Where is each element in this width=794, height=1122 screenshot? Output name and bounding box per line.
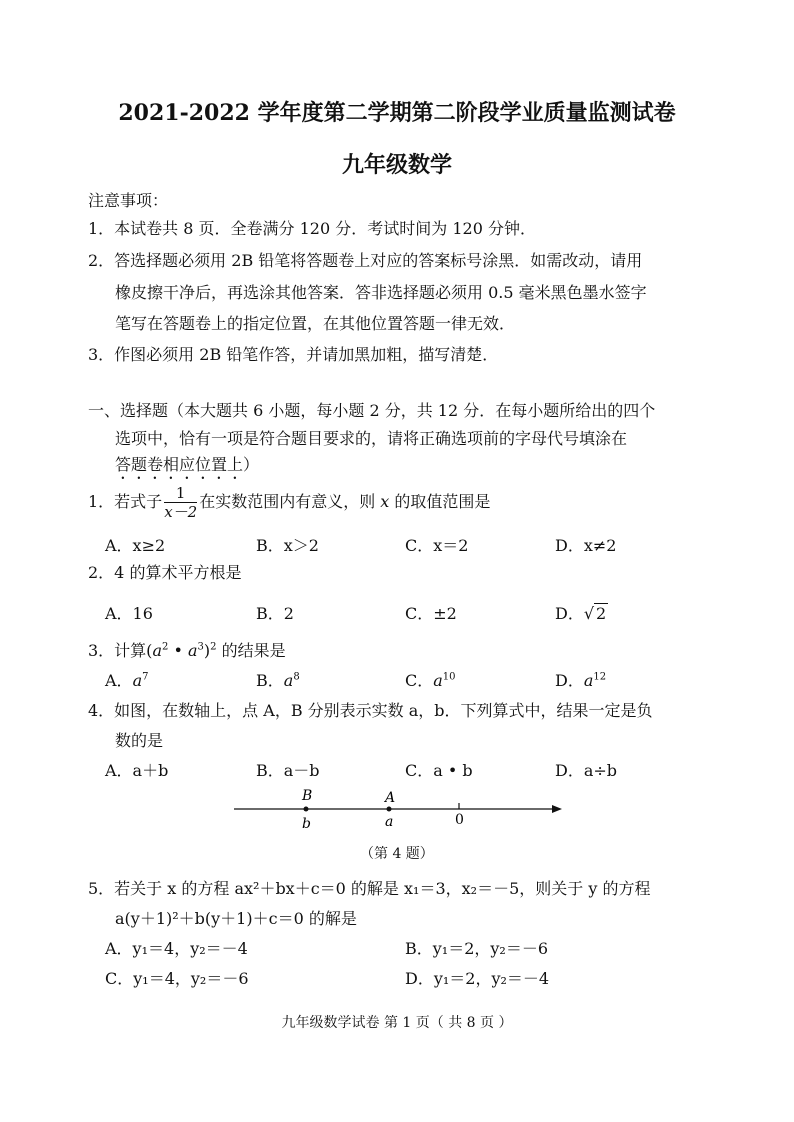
number-line-figure — [230, 785, 570, 835]
exam-title: 2021-2022 学年度第二学期第二阶段学业质量监测试卷 — [118, 100, 676, 126]
option-d[interactable]: D．x≠2 — [555, 536, 617, 555]
option-d[interactable]: D．a÷b — [555, 761, 618, 780]
option-c[interactable]: C．±2 — [405, 604, 457, 623]
question-2: 2．4 的算术平方根是 — [88, 563, 242, 582]
arrow-head-icon — [552, 805, 562, 813]
option-c[interactable]: C．$a^{10}$ — [405, 671, 456, 690]
point-b-marker — [304, 807, 309, 812]
option-a[interactable]: A．$a^7$ — [105, 671, 149, 690]
option-b[interactable]: B．2 — [256, 604, 294, 623]
point-a-marker — [387, 807, 392, 812]
notice-item: 2．答选择题必须用 2B 铅笔将答题卷上对应的答案标号涂黑．如需改动，请用 — [88, 251, 643, 270]
option-b[interactable]: B．x＞2 — [256, 536, 319, 555]
value-b-label: b — [302, 816, 311, 832]
section-instructions: 选项中，恰有一项是符合题目要求的，请将正确选项前的字母代号填涂在 — [115, 429, 628, 448]
value-a-label: a — [385, 814, 394, 830]
option-b[interactable]: B．$a^8$ — [256, 671, 300, 690]
notice-item: 笔写在答题卷上的指定位置，在其他位置答题一律无效． — [115, 314, 516, 333]
option-b[interactable]: B．a－b — [256, 761, 320, 780]
option-d[interactable]: D．√ 2 — [555, 604, 607, 623]
option-a[interactable]: A．a＋b — [105, 761, 169, 780]
option-d[interactable]: D．y₁＝2，y₂＝－4 — [405, 969, 550, 988]
emphasized-text: 答题卷相应位置上 — [115, 455, 244, 474]
notice-item: 1．本试卷共 8 页．全卷满分 120 分．考试时间为 120 分钟． — [88, 219, 536, 238]
option-d[interactable]: D．$a^{12}$ — [555, 671, 607, 690]
zero-label: 0 — [455, 812, 464, 828]
option-a[interactable]: A．16 — [105, 604, 153, 623]
figure-caption: （第 4 题） — [360, 846, 434, 862]
option-a[interactable]: A．x≥2 — [105, 536, 166, 555]
option-a[interactable]: A．y₁＝4，y₂＝－4 — [105, 939, 248, 958]
fraction: $\frac{1}{x-2}$ — [164, 484, 198, 521]
question-5-cont: a(y＋1)²＋b(y＋1)＋c＝0 的解是 — [115, 909, 357, 928]
question-4: 4．如图，在数轴上，点 A，B 分别表示实数 a，b．下列算式中，结果一定是负 — [88, 701, 653, 720]
point-b-label: B — [302, 788, 313, 804]
point-a-label: A — [385, 790, 396, 806]
page-footer: 九年级数学试卷 第 1 页（ 共 8 页 ） — [281, 1015, 513, 1031]
question-1: 1．若式子 $\frac{1}{x-2}$ 在实数范围内有意义，则 x 的取值范围是 — [88, 484, 491, 521]
sqrt-symbol: √ 2 — [583, 604, 607, 623]
exam-subject: 九年级数学 — [341, 152, 452, 178]
option-c[interactable]: C．a • b — [405, 761, 473, 780]
notice-item: 橡皮擦干净后，再选涂其他答案．答非选择题必须用 0.5 毫米黑色墨水签字 — [115, 283, 647, 302]
option-c[interactable]: C．y₁＝4，y₂＝－6 — [105, 969, 249, 988]
notice-item: 3．作图必须用 2B 铅笔作答，并请加黑加粗，描写清楚． — [88, 345, 499, 364]
question-3: 3．计算($a^2$ • $a^3)^2$ 的结果是 — [88, 641, 286, 660]
question-4-cont: 数的是 — [115, 731, 164, 750]
notice-heading: 注意事项： — [88, 191, 169, 210]
section-heading: 一、选择题（本大题共 6 小题，每小题 2 分，共 12 分．在每小题所给出的四个 — [88, 401, 656, 420]
option-c[interactable]: C．x＝2 — [405, 536, 469, 555]
option-b[interactable]: B．y₁＝2，y₂＝－6 — [405, 939, 549, 958]
question-5: 5．若关于 x 的方程 ax²＋bx＋c＝0 的解是 x₁＝3，x₂＝－5，则关于 y 的方程 — [88, 879, 651, 898]
section-instructions: 答题卷相应位置上） — [115, 455, 260, 474]
